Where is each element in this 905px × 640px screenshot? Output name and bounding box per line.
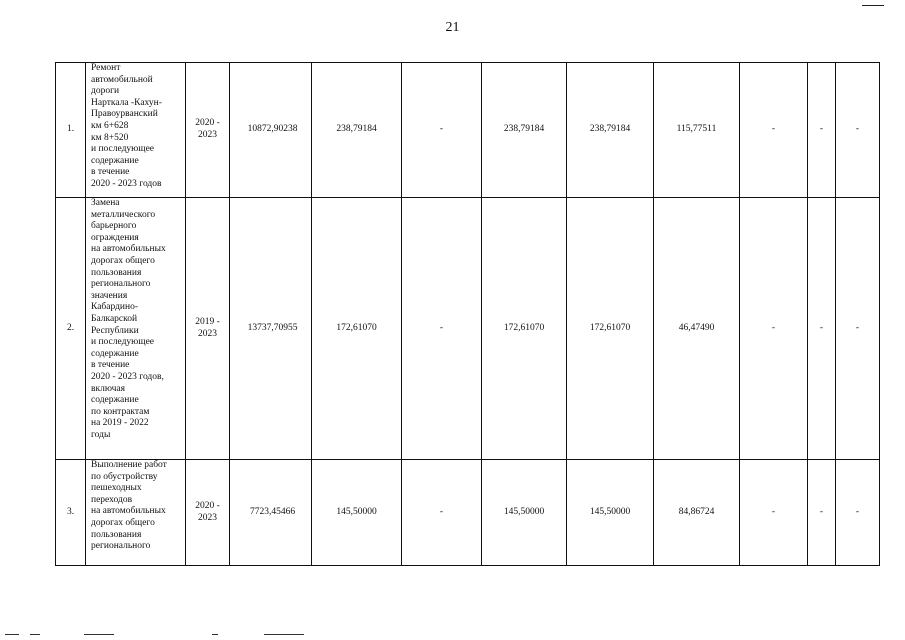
description-line: Кабардино-: [91, 302, 139, 313]
description-line: пользования: [91, 267, 142, 278]
description-line: на 2019 - 2022: [91, 418, 149, 429]
description-line: в течение: [91, 167, 130, 178]
page-number: 21: [445, 20, 460, 35]
description-line: по контрактам: [91, 406, 150, 417]
empty-cell-2: -: [808, 63, 836, 198]
row-number: 1.: [56, 63, 86, 198]
empty-cell-3: -: [836, 198, 880, 460]
amount-cell: 238,79184: [312, 63, 402, 198]
description-line: металлического: [91, 209, 156, 220]
row-number: 2.: [56, 198, 86, 460]
years-line: 2023: [198, 328, 217, 339]
amount-cell-3: 172,61070: [567, 198, 654, 460]
description-line: включая: [91, 383, 125, 394]
description-line: автомобильной: [91, 74, 153, 85]
table-row: [56, 198, 880, 460]
description-line: дорогах общего: [91, 255, 155, 266]
description-line: дорогах общего: [91, 517, 155, 528]
empty-cell-3: -: [836, 460, 880, 566]
description-line: пешеходных: [91, 483, 142, 494]
amount-cell-2: 238,79184: [482, 63, 567, 198]
description-line: Ремонт: [91, 63, 121, 73]
description-line: содержание: [91, 155, 139, 166]
empty-cell-1: -: [740, 198, 808, 460]
description-line: Балкарской: [91, 313, 138, 324]
years-cell: [186, 63, 230, 198]
years-line: 2023: [198, 512, 217, 523]
description-line: регионального: [91, 541, 151, 552]
description-line: переходов: [91, 494, 133, 505]
description-line: Правоурванский: [91, 109, 158, 120]
empty-cell-2: -: [808, 198, 836, 460]
description-line: 2020 - 2023 годов: [91, 178, 162, 189]
corner-mark: [862, 5, 884, 6]
description-line: и последующее: [91, 337, 155, 348]
total-cost-cell: 13737,70955: [230, 198, 312, 460]
description-line: по обустройству: [91, 471, 158, 482]
amount-cell-4: 46,47490: [654, 198, 740, 460]
description-line: регионального: [91, 279, 151, 290]
total-cost-cell: 10872,90238: [230, 63, 312, 198]
description-line: на автомобильных: [91, 244, 166, 255]
amount-cell-2: 172,61070: [482, 198, 567, 460]
description-line: на автомобильных: [91, 506, 166, 517]
description-line: и последующее: [91, 144, 155, 155]
row-number: 3.: [56, 460, 86, 566]
description-line: барьерного: [91, 221, 137, 232]
amount-cell-3: 145,50000: [567, 460, 654, 566]
table-row: [56, 460, 880, 566]
amount-cell-4: 115,77511: [654, 63, 740, 198]
description-line: ограждения: [91, 232, 139, 243]
scan-mark: [212, 634, 218, 635]
amount-cell-3: 238,79184: [567, 63, 654, 198]
total-cost-cell: 7723,45466: [230, 460, 312, 566]
description-line: 2020 - 2023 годов,: [91, 371, 164, 382]
description-line: км 8+520: [91, 132, 129, 143]
description-line: дороги: [91, 86, 120, 97]
table-row: [56, 63, 880, 198]
description-line: содержание: [91, 395, 139, 406]
scan-mark: [264, 634, 304, 635]
dash-cell: -: [402, 460, 482, 566]
description-cell: [86, 460, 186, 566]
description-line: Республики: [91, 325, 139, 336]
amount-cell-4: 84,86724: [654, 460, 740, 566]
years-cell: [186, 460, 230, 566]
description-line: значения: [91, 290, 128, 301]
description-line: Замена: [91, 198, 120, 208]
amount-cell-2: 145,50000: [482, 460, 567, 566]
description-line: км 6+628: [91, 120, 129, 131]
description-line: Нарткала -Кахун-: [91, 97, 162, 108]
empty-cell-3: -: [836, 63, 880, 198]
budget-table: [55, 62, 880, 566]
scan-mark: [5, 634, 19, 635]
description-cell: [86, 198, 186, 460]
dash-cell: -: [402, 198, 482, 460]
years-line: 2019 -: [195, 316, 220, 327]
empty-cell-1: -: [740, 460, 808, 566]
dash-cell: -: [402, 63, 482, 198]
empty-cell-2: -: [808, 460, 836, 566]
years-line: 2023: [198, 130, 217, 140]
years-cell: [186, 198, 230, 460]
description-cell: [86, 63, 186, 198]
description-line: пользования: [91, 529, 142, 540]
description-line: содержание: [91, 348, 139, 359]
amount-cell: 145,50000: [312, 460, 402, 566]
years-line: 2020 -: [195, 500, 220, 511]
empty-cell-1: -: [740, 63, 808, 198]
description-line: Выполнение работ: [91, 460, 167, 470]
description-line: годы: [91, 429, 111, 440]
years-line: 2020 -: [195, 118, 220, 129]
amount-cell: 172,61070: [312, 198, 402, 460]
description-line: в течение: [91, 360, 130, 371]
scan-mark: [84, 634, 114, 635]
scan-mark: [30, 634, 40, 635]
